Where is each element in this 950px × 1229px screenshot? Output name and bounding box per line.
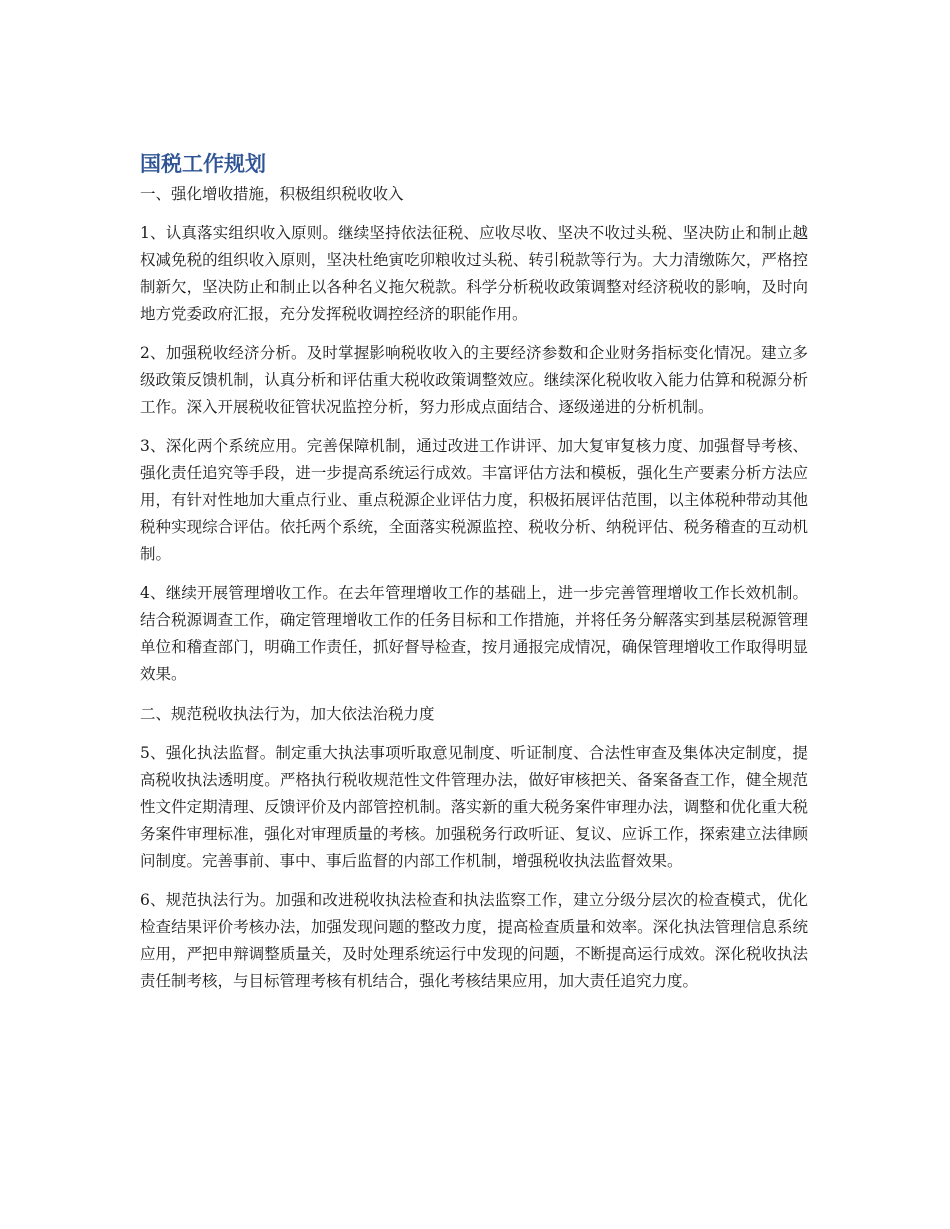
paragraph-1: 1、认真落实组织收入原则。继续坚持依法征税、应收尽收、坚决不收过头税、坚决防止和制止越权减免税的组织收入原则，坚决杜绝寅吃卯粮收过头税、转引税款等行为。大力清缴陈欠，严格控制新欠，坚决防止和制止以各种名义拖欠税款。科学分析税收政策调整对经济税收的影响，及时向地方党委政府汇报，充分发挥税收调控经济的职能作用。 [140,224,808,323]
paragraph-2: 2、加强税收经济分析。及时掌握影响税收收入的主要经济参数和企业财务指标变化情况。建立多级政策反馈机制，认真分析和评估重大税收政策调整效应。继续深化税收收入能力估算和税源分析工作。深入开展税收征管状况监控分析，努力形成点面结合、逐级递进的分析机制。 [140,344,808,416]
paragraph-3: 3、深化两个系统应用。完善保障机制，通过改进工作讲评、加大复审复核力度、加强督导考核、强化责任追究等手段，进一步提高系统运行成效。丰富评估方法和模板，强化生产要素分析方法应用，有针对性地加大重点行业、重点税源企业评估力度，积极拓展评估范围，以主体税种带动其他税种实现综合评估。依托两个系统，全面落实税源监控、税收分析、纳税评估、税务稽查的互动机制。 [140,437,808,563]
section-heading-1: 一、强化增收措施，积极组织税收收入 [140,185,404,203]
document-title: 国税工作规划 [140,152,266,176]
paragraph-6: 6、规范执法行为。加强和改进税收执法检查和执法监察工作，建立分级分层次的检查模式，优化检查结果评价考核办法，加强发现问题的整改力度，提高检查质量和效率。深化执法管理信息系统应用，严把申辩调整质量关，及时处理系统运行中发现的问题，不断提高运行成效。深化税收执法责任制考核，与目标管理考核有机结合，强化考核结果应用，加大责任追究力度。 [140,891,808,990]
document-body [140,148,808,1007]
section-heading-2: 二、规范税收执法行为，加大依法治税力度 [140,705,435,723]
paragraph-5: 5、强化执法监督。制定重大执法事项听取意见制度、听证制度、合法性审查及集体决定制度，提高税收执法透明度。严格执行税收规范性文件管理办法，做好审核把关、备案备查工作，健全规范性文件定期清理、反馈评价及内部管控机制。落实新的重大税务案件审理办法，调整和优化重大税务案件审理标准，强化对审理质量的考核。加强税务行政听证、复议、应诉工作，探索建立法律顾问制度。完善事前、事中、事后监督的内部工作机制，增强税收执法监督效果。 [140,744,808,870]
paragraph-4: 4、继续开展管理增收工作。在去年管理增收工作的基础上，进一步完善管理增收工作长效机制。结合税源调查工作，确定管理增收工作的任务目标和工作措施，并将任务分解落实到基层税源管理单位和稽查部门，明确工作责任，抓好督导检查，按月通报完成情况，确保管理增收工作取得明显效果。 [140,584,808,683]
